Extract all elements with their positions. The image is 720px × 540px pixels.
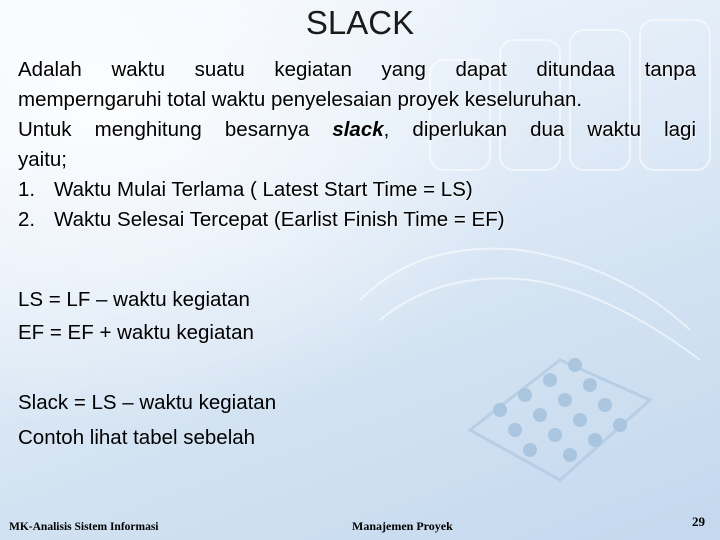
footer-course: MK-Analisis Sistem Informasi xyxy=(9,521,159,533)
formula-ef: EF = EF + waktu kegiatan xyxy=(18,321,254,344)
slide-title: SLACK xyxy=(305,4,415,41)
paragraph-line xyxy=(18,115,696,145)
paragraph-line: Adalah waktu suatu kegiatan yang dapat ditundaa tanpa xyxy=(18,58,696,81)
paragraph-line: yaitu; xyxy=(18,148,67,171)
list-text: Waktu Mulai Terlama ( Latest Start Time = LS) xyxy=(54,178,473,201)
text-span: Untuk menghitung besarnya xyxy=(18,118,333,141)
footer-topic: Manajemen Proyek xyxy=(352,519,453,533)
page-number: 29 xyxy=(692,514,705,529)
text-span: , diperlukan dua waktu lagi xyxy=(383,118,696,141)
slack-term: slack xyxy=(332,118,384,141)
list-item xyxy=(18,175,696,205)
list-number: 2. xyxy=(18,208,36,231)
body-text xyxy=(18,55,696,235)
paragraph-line: memperngaruhi total waktu penyelesaian proyek keseluruhan. xyxy=(18,88,583,111)
formula-slack: Slack = LS – waktu kegiatan xyxy=(18,391,277,414)
list-text: Waktu Selesai Tercepat (Earlist Finish Time = EF) xyxy=(54,208,505,231)
list-item xyxy=(18,205,696,235)
formula-ls: LS = LF – waktu kegiatan xyxy=(18,288,250,311)
list-number: 1. xyxy=(18,178,36,201)
note-text: Contoh lihat tabel sebelah xyxy=(18,426,256,449)
